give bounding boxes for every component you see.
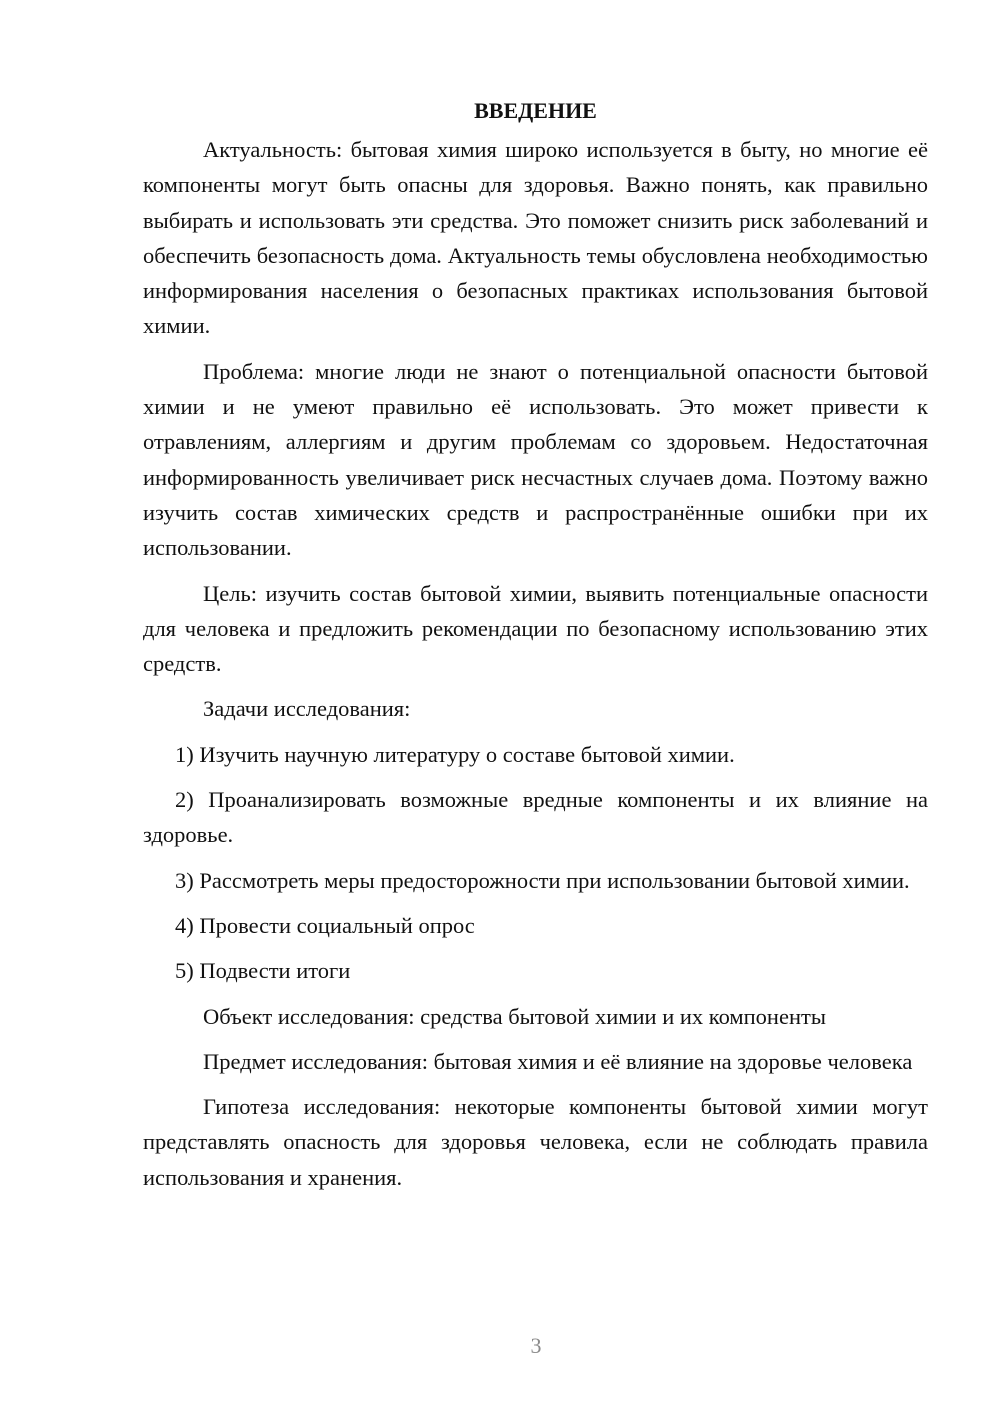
goal-paragraph: Цель: изучить состав бытовой химии, выявить потенциальные опасности для человека и предложить рекомендации по безопасному использованию этих средств. xyxy=(143,580,928,677)
subject-paragraph: Предмет исследования: бытовая химия и её влияние на здоровье человека xyxy=(203,1048,913,1074)
task-item-2: 2) Проанализировать возможные вредные компоненты и их влияние на здоровье. xyxy=(143,787,928,848)
task-item-5: 5) Подвести итоги xyxy=(175,958,351,984)
hypothesis-paragraph: Гипотеза исследования: некоторые компоненты бытовой химии могут представлять опасность для здоровья человека, если не соблюдать правила использования и хранения. xyxy=(143,1094,928,1190)
relevance-paragraph: Актуальность: бытовая химия широко используется в быту, но многие её компоненты могут быть опасны для здоровья. Важно понять, как правильно выбирать и использовать эти средства. Это поможет снизить риск заболеваний и обеспечить безопасность дома. Актуальность темы обусловлена необходимостью информирования населения о безопасных практиках использования бытовой химии. xyxy=(143,137,928,339)
task-item-3: 3) Рассмотреть меры предосторожности при использовании бытовой химии. xyxy=(175,867,910,893)
tasks-heading: Задачи исследования: xyxy=(203,696,411,722)
problem-paragraph: Проблема: многие люди не знают о потенциальной опасности бытовой химии и не умеют правильно её использовать. Это может привести к отравлениям, аллергиям и другим проблемам со здоровьем. Недостаточная информированность увеличивает риск несчастных случаев дома. Поэтому важно изучить состав химических средств и распространённые ошибки при их использовании. xyxy=(143,358,928,561)
object-paragraph: Объект исследования: средства бытовой химии и их компоненты xyxy=(203,1003,826,1029)
page-number: 3 xyxy=(530,1333,542,1358)
task-item-1: 1) Изучить научную литературу о составе бытовой химии. xyxy=(175,741,735,767)
task-item-4: 4) Провести социальный опрос xyxy=(175,912,475,938)
document-body xyxy=(143,93,928,1205)
page-title: ВВЕДЕНИЕ xyxy=(474,98,597,123)
